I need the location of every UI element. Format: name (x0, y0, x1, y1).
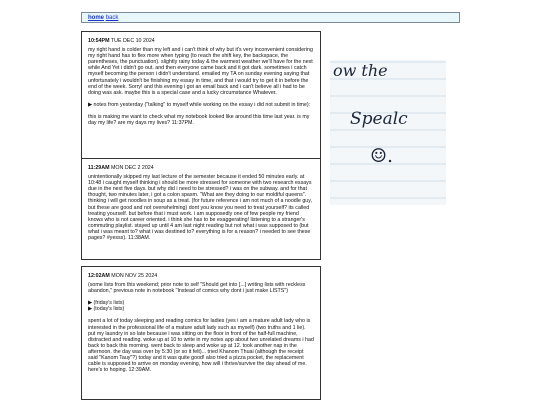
expand-toggle-todays-lists[interactable]: ▶ (today's lists) (88, 306, 125, 313)
entry-date: MON DEC 2 2024 (110, 165, 154, 171)
entry-paragraph: this is making me want to check what my notebook looked like around this time last year. is my day my life? are my days my lives? 11:37PM. (88, 113, 310, 127)
entry-header (88, 273, 314, 279)
entry-paragraph: unintentionally skipped my last lecture of the semester because it ended 50 minutes early. at 10:48 i caught myself thinking i should be more stressed for someone with two research essays due in the next five days. but why did i need to be stressed? i was on the subway. and for that thought, two minutes later, i got a colon spasm. "What are they doing to our moldiful queens". thinking i will get noodles in soup as a treat. (for future reference i am not much of a noodle guy, but these are good and not overwhelming) dont you know you need to treat yourself? its called treating yourself. but before that i must work. i am supposedly one of few people my friend knows who is not career oriented. i think she has to be exaggerating! listening to a stranger's commuting playlist. stayed up until 4 am last night reading but not what i was supposed to (but what i was meant to? what i was destined to? everything is for a reason? i needed to see these pages? #yesss). 11:38AM. (88, 174, 312, 242)
notebook-page-image (330, 60, 446, 205)
back-link[interactable]: back (105, 15, 119, 21)
expand-toggle-fridays-lists[interactable]: ▶ (friday's lists) (88, 300, 125, 307)
entry-paragraph: my right hand is colder than my left and i can't think of why but it's very inconvenient considering my right hand has to flex more when typing (to reach the shift key, the backspace, the parentheses, the punctuation). slightly rainy today & the warmest weather we'll have for the next while And Yet i didn't go out. and then everyone came back and it got dark. sometimes i catch myself becoming the person i didn't understand. emailed my TA on sunday evening saying that unfortunately i wouldn't be finishing my essay in time, and that i would try to get it in before the end of the week. Sorry! and this evening i got an email back and i can't believe all i had to be doing was ask. maybe this is a special case and a lucky circumstance Whatever. (88, 47, 313, 96)
top-nav-bar (81, 12, 460, 23)
notebook-line: Spealc (350, 109, 408, 129)
entry-time: 11:29AM (88, 165, 110, 171)
entry-header (88, 165, 314, 171)
entry-time: 12:02AM (88, 273, 110, 279)
notebook-line: ow the (333, 61, 388, 80)
entry-time: 10:54PM (88, 38, 110, 44)
entry-date: TUE DEC 10 2024 (110, 38, 155, 44)
home-link[interactable]: home (88, 15, 105, 21)
entry-paragraph: spent a lot of today sleeping and reading comics for ladies (yes i am a mature adult lady who is interested in the professional life of a mature adult lady such as myself) (two truths and 1 lie). put my laundry in so late because i was sitting on the floor in front of the half-full machine, distracted and reading. woke up at 10 to write in my notes app about two unrelated dreams i had back to back this morning. went back to sleep and woke up at 12. took another nap in the afternoon. the day was over by 5:30 (or so it felt)... tried Khanom Thuai (although the receipt said "Kanom Tauy"?) today and it was quite good! also tried a pizza pocket, the replacement cable is supposed to arrive on monday evening, how will i thrive/survive the day ahead of me. here's to hoping. 12:39AM. (88, 318, 314, 374)
expand-toggle-yesterday-notes[interactable]: ▶ notes from yesterday ("talking" to myself while working on the essay i did not submit in time): (88, 101, 311, 108)
journal-entry (81, 158, 321, 260)
entry-header (88, 38, 314, 44)
notebook-scan-drawing (330, 60, 446, 205)
journal-entry (81, 266, 321, 400)
notebook-line: ☺. (370, 145, 394, 167)
entry-paragraph: (some lists from this weekend; prior note to self "Should get into [...] writing lists with reckless abandon," previous note in notebook "Instead of comics why dont i just make LISTS") (88, 282, 306, 295)
journal-entry (81, 31, 321, 178)
entry-date: MON NOV 25 2024 (111, 273, 158, 279)
